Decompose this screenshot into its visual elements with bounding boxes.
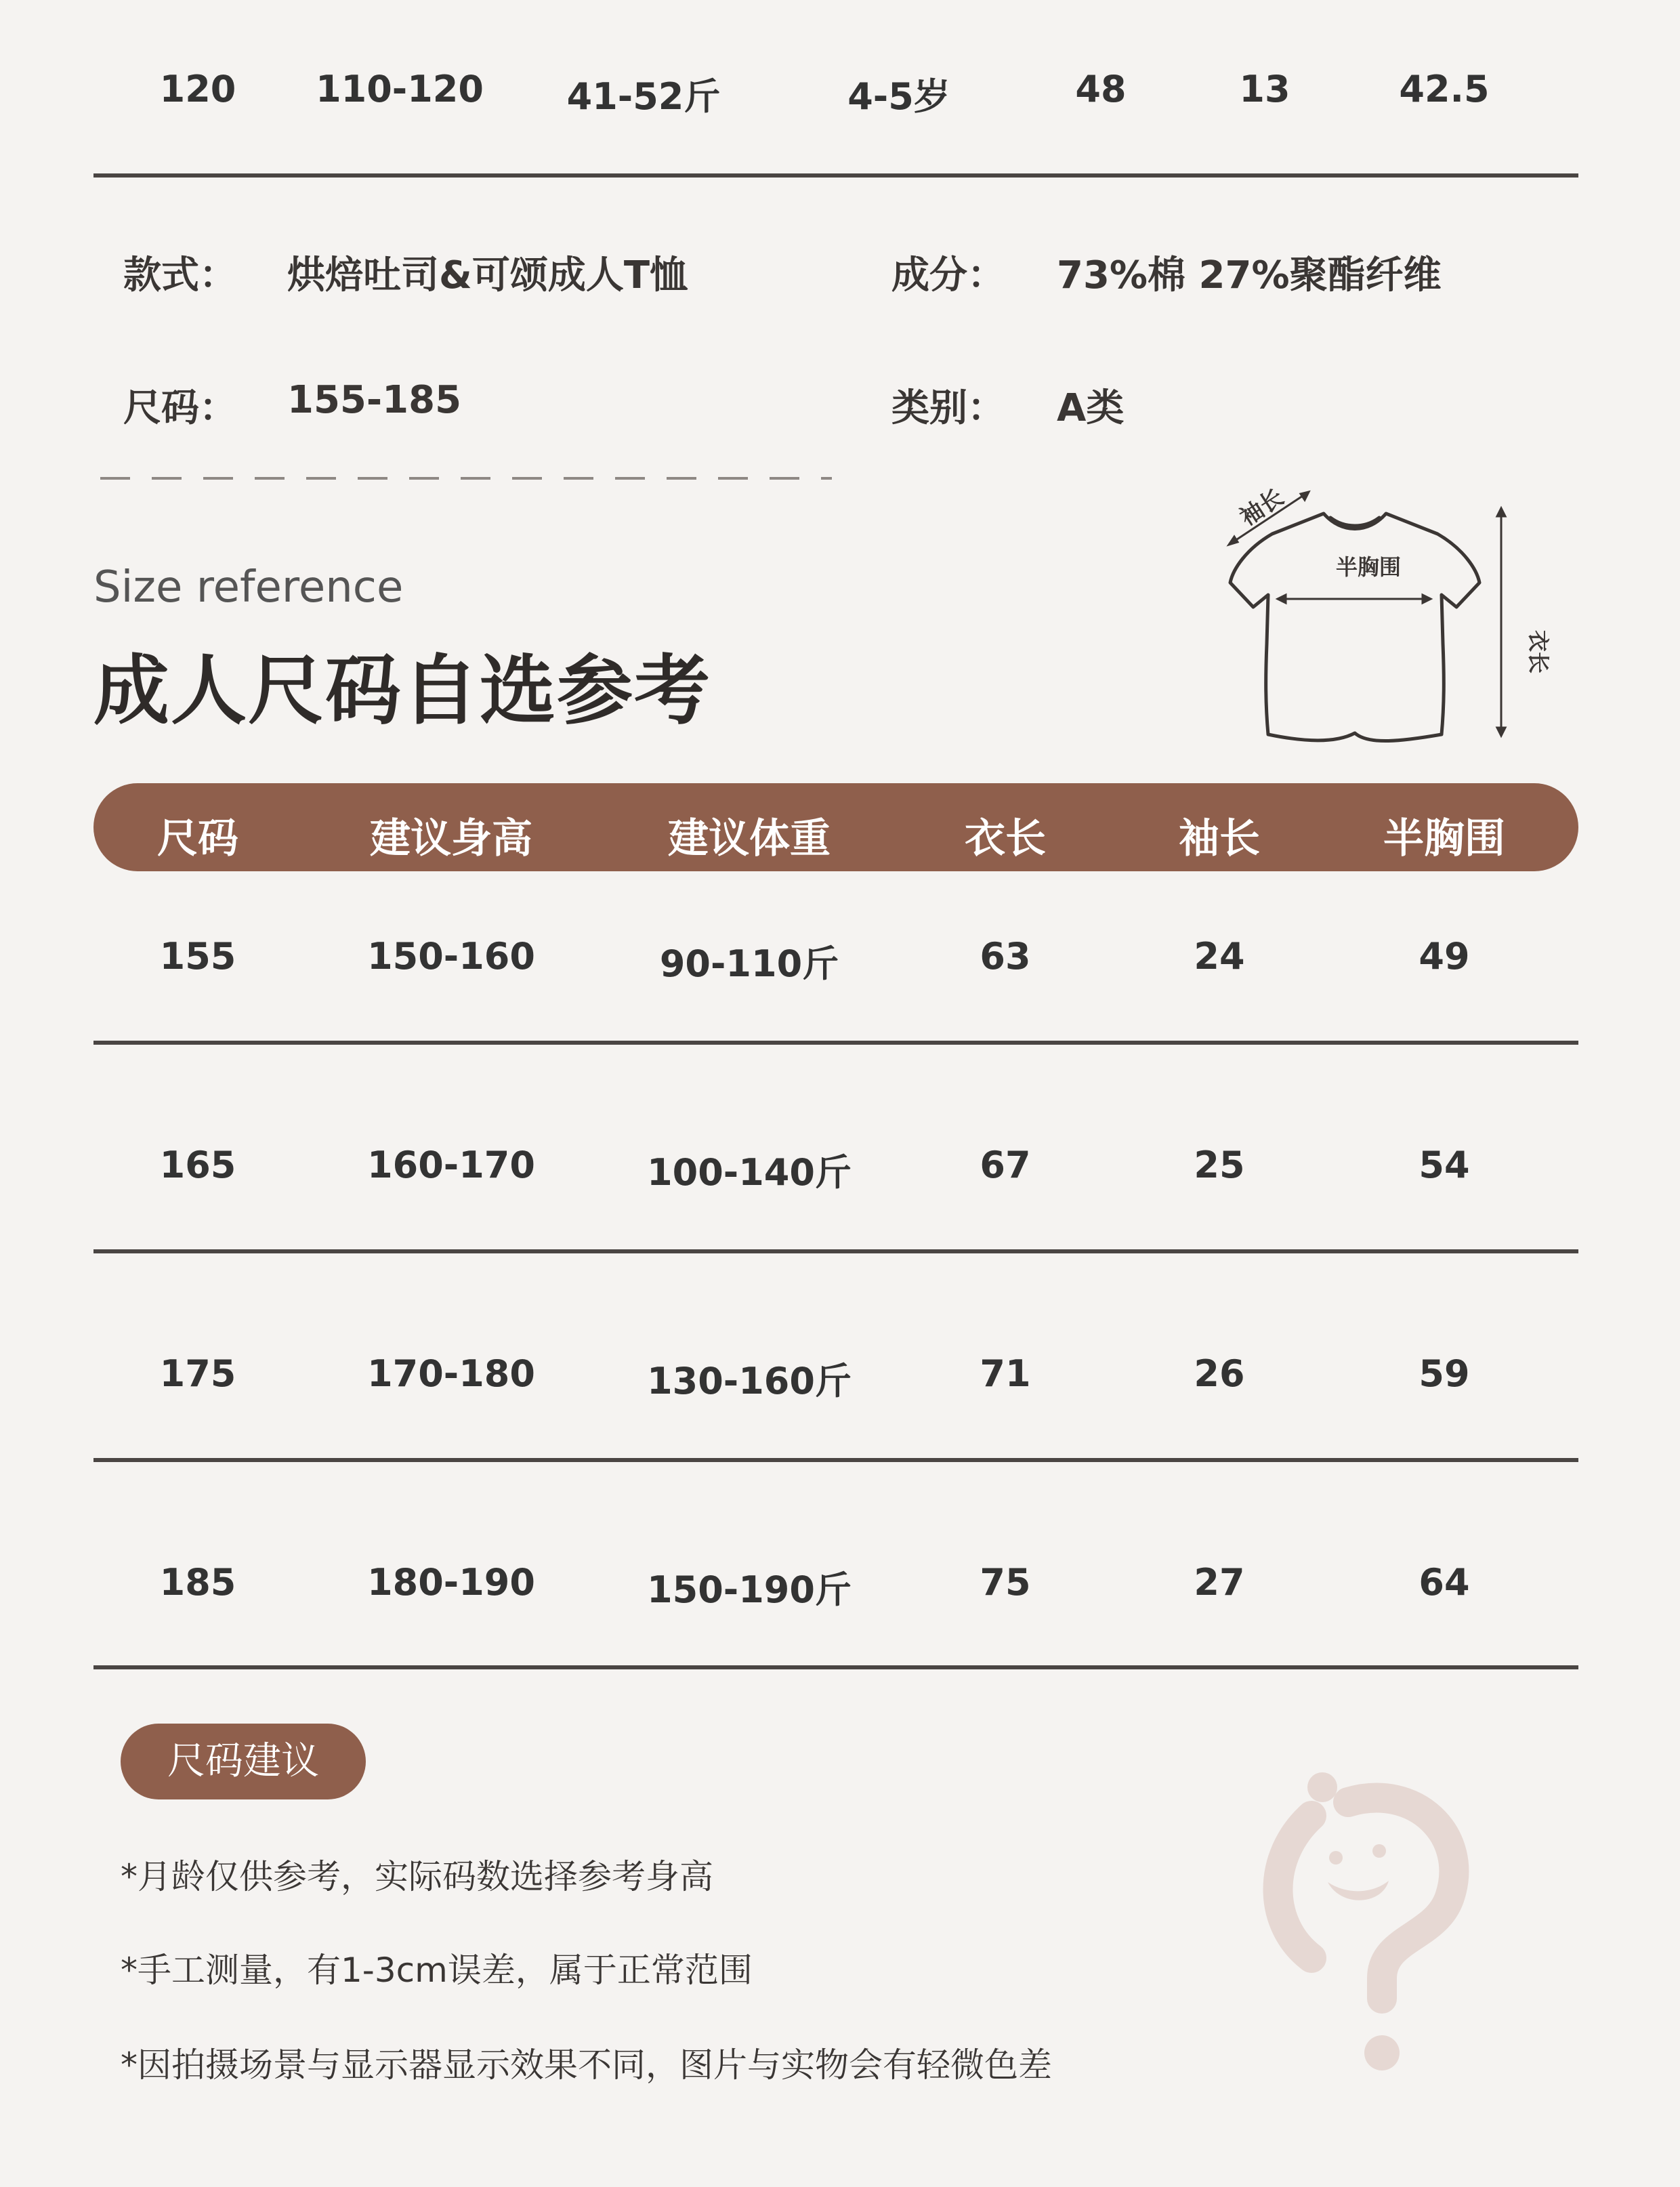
header-height: 建议身高: [370, 815, 532, 862]
style-value: 烘焙吐司&可颂成人T恤: [287, 253, 688, 297]
row3-weight: 130-160斤: [647, 1360, 852, 1402]
kid-cell-sleeve: 13: [1239, 68, 1290, 110]
material-value: 73%棉 27%聚酯纤维: [1057, 253, 1442, 297]
kid-cell-chest: 42.5: [1399, 68, 1490, 110]
row1-sleeve: 24: [1194, 935, 1245, 978]
style-label: 款式：: [123, 253, 237, 297]
material-label: 成分：: [891, 253, 1005, 297]
divider: [93, 173, 1578, 178]
row3-size: 175: [159, 1352, 236, 1395]
note-age: *月龄仅供参考，实际码数选择参考身高: [121, 1857, 713, 1896]
row2-size: 165: [159, 1144, 236, 1186]
row1-weight: 90-110斤: [659, 942, 839, 985]
tshirt-diagram: [1199, 474, 1578, 745]
row2-weight: 100-140斤: [647, 1151, 852, 1194]
size-advice-badge: 尺码建议: [121, 1724, 366, 1799]
row2-sleeve: 25: [1194, 1144, 1245, 1186]
tshirt-outline-icon: [1230, 514, 1479, 741]
kid-cell-size: 120: [159, 68, 236, 110]
category-label: 类别：: [891, 386, 1005, 430]
row3-length: 71: [980, 1352, 1031, 1395]
row3-chest: 59: [1419, 1352, 1470, 1395]
chest-label: 半胸围: [1336, 554, 1402, 580]
note-color: *因拍摄场景与显示器显示效果不同，图片与实物会有轻微色差: [121, 2045, 1052, 2085]
row4-weight: 150-190斤: [647, 1568, 852, 1611]
row4-chest: 64: [1419, 1561, 1470, 1604]
size-label: 尺码：: [123, 386, 237, 430]
section-title: 成人尺码自选参考: [93, 647, 711, 735]
row3-height: 170-180: [367, 1352, 535, 1395]
row1-chest: 49: [1419, 935, 1470, 978]
row1-size: 155: [159, 935, 236, 978]
dashed-divider: [100, 477, 832, 480]
row2-length: 67: [980, 1144, 1031, 1186]
row4-sleeve: 27: [1194, 1561, 1245, 1604]
size-value: 155-185: [287, 378, 462, 422]
row4-length: 75: [980, 1561, 1031, 1604]
header-sleeve: 袖长: [1179, 815, 1260, 862]
row4-height: 180-190: [367, 1561, 535, 1604]
question-mascot-icon: [1246, 1755, 1490, 2080]
category-value: A类: [1057, 386, 1125, 430]
row-divider: [93, 1458, 1578, 1462]
header-weight: 建议体重: [668, 815, 831, 862]
row1-length: 63: [980, 935, 1031, 978]
length-label: 衣长: [1526, 630, 1551, 674]
header-length: 衣长: [965, 815, 1046, 862]
header-size: 尺码: [157, 815, 238, 862]
section-subtitle: Size reference: [93, 562, 404, 612]
sleeve-length-label: 袖长: [1235, 483, 1289, 532]
header-chest: 半胸围: [1383, 815, 1505, 862]
row2-height: 160-170: [367, 1144, 535, 1186]
kid-cell-length: 48: [1075, 68, 1127, 110]
row3-sleeve: 26: [1194, 1352, 1245, 1395]
row-divider: [93, 1249, 1578, 1253]
kid-size-row: [0, 0, 1680, 176]
kid-cell-age: 4-5岁: [847, 75, 950, 118]
kid-cell-weight: 41-52斤: [566, 75, 721, 118]
kid-cell-height: 110-120: [316, 68, 484, 110]
table-header: [93, 783, 1578, 871]
note-measure: *手工测量，有1-3cm误差，属于正常范围: [121, 1951, 753, 1990]
row1-height: 150-160: [367, 935, 535, 978]
row-divider: [93, 1041, 1578, 1045]
row4-size: 185: [159, 1561, 236, 1604]
row-divider: [93, 1665, 1578, 1669]
row2-chest: 54: [1419, 1144, 1470, 1186]
